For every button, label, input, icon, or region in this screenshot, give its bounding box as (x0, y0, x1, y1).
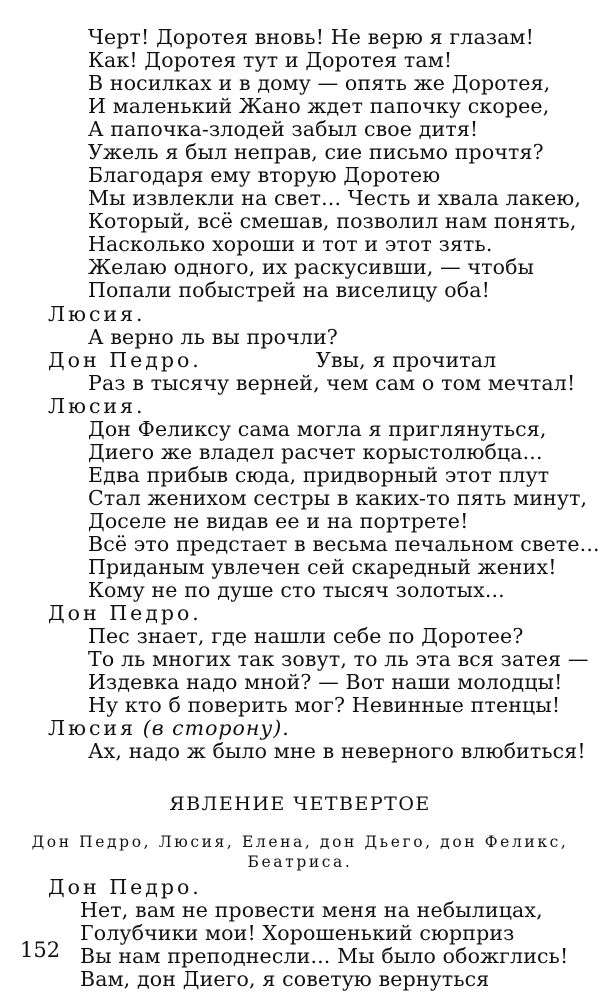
verse-line: Едва прибыв сюда, придворный этот плут (88, 463, 550, 487)
page-number: 152 (20, 938, 61, 962)
verse-line: Как! Доротея тут и Доротея там! (88, 48, 453, 72)
verse-line: Желаю одного, их раскусивши, — чтобы (88, 255, 535, 279)
verse-line: Черт! Доротея вновь! Не верю я глазам! (88, 25, 534, 49)
speaker-name: Люсия (48, 716, 137, 740)
speaker-name: Люсия. (48, 302, 146, 326)
speaker-with-direction (48, 717, 290, 740)
speaker-name: Люсия. (48, 394, 146, 418)
scene-heading: ЯВЛЕНИЕ ЧЕТВЕРТОЕ (169, 793, 431, 815)
speaker-name: Дон Педро. (48, 348, 202, 372)
verse-line: Раз в тысячу верней, чем сам о том мечтал! (88, 371, 576, 395)
verse-line: То ль многих так зовут, то ль эта вся затея — (88, 647, 589, 671)
verse-line: Который, всё смешав, позволил нам понять, (88, 209, 577, 233)
verse-line: Попали побыстрей на виселицу оба! (88, 278, 490, 302)
verse-line: Ах, надо ж было мне в неверного влюбиться! (88, 739, 586, 763)
verse-line: Голубчики мои! Хорошенький сюрприз (80, 921, 515, 945)
verse-line: Доселе не видав ее и на портрете! (88, 509, 469, 533)
verse-line: Ужель я был неправ, сие письмо прочтя? (88, 140, 544, 164)
verse-line: Насколько хороши и тот и этот зять. (88, 232, 493, 256)
speaker-name: Дон Педро. (48, 601, 202, 625)
verse-line: Мы извлекли на свет... Честь и хвала лакею, (88, 186, 582, 210)
verse-line: Увы, я прочитал (316, 348, 497, 372)
verse-line: В носилках и в дому — опять же Доротея, (88, 71, 551, 95)
verse-line: Пес знает, где нашли себе по Доротее? (88, 624, 524, 648)
verse-line: А верно ль вы прочли? (88, 325, 338, 349)
verse-line: Всё это предстает в весьма печальном свете... (88, 532, 600, 556)
cast-list: Дон Педро, Люсия, Елена, дон Дьего, дон Феликс, (31, 833, 569, 851)
verse-line: Вам, дон Диего, я советую вернуться (80, 967, 490, 991)
verse-line: Диего же владел расчет корыстолюбца... (88, 440, 543, 464)
cast-list: Беатриса. (247, 853, 353, 871)
verse-line: Ну кто б поверить мог? Невинные птенцы! (88, 693, 561, 717)
verse-line: Стал женихом сестры в каких-то пять минут, (88, 486, 588, 510)
verse-line: Благодаря ему вторую Доротею (88, 163, 441, 187)
stage-direction: (в сторону). (142, 716, 290, 740)
speaker-name: Дон Педро. (48, 875, 202, 899)
verse-line: Вы нам преподнесли... Мы было обожглись! (80, 944, 569, 968)
verse-line: Кому не по душе сто тысяч золотых... (88, 578, 505, 602)
verse-line: Нет, вам не провести меня на небылицах, (80, 898, 543, 922)
verse-line: И маленький Жано ждет папочку скорее, (88, 94, 550, 118)
verse-line: Издевка надо мной? — Вот наши молодцы! (88, 670, 563, 694)
verse-line: Приданым увлечен сей скаредный жених! (88, 555, 557, 579)
verse-line: Дон Феликсу сама могла я приглянуться, (88, 417, 547, 441)
verse-line: А папочка-злодей забыл свое дитя! (88, 117, 479, 141)
